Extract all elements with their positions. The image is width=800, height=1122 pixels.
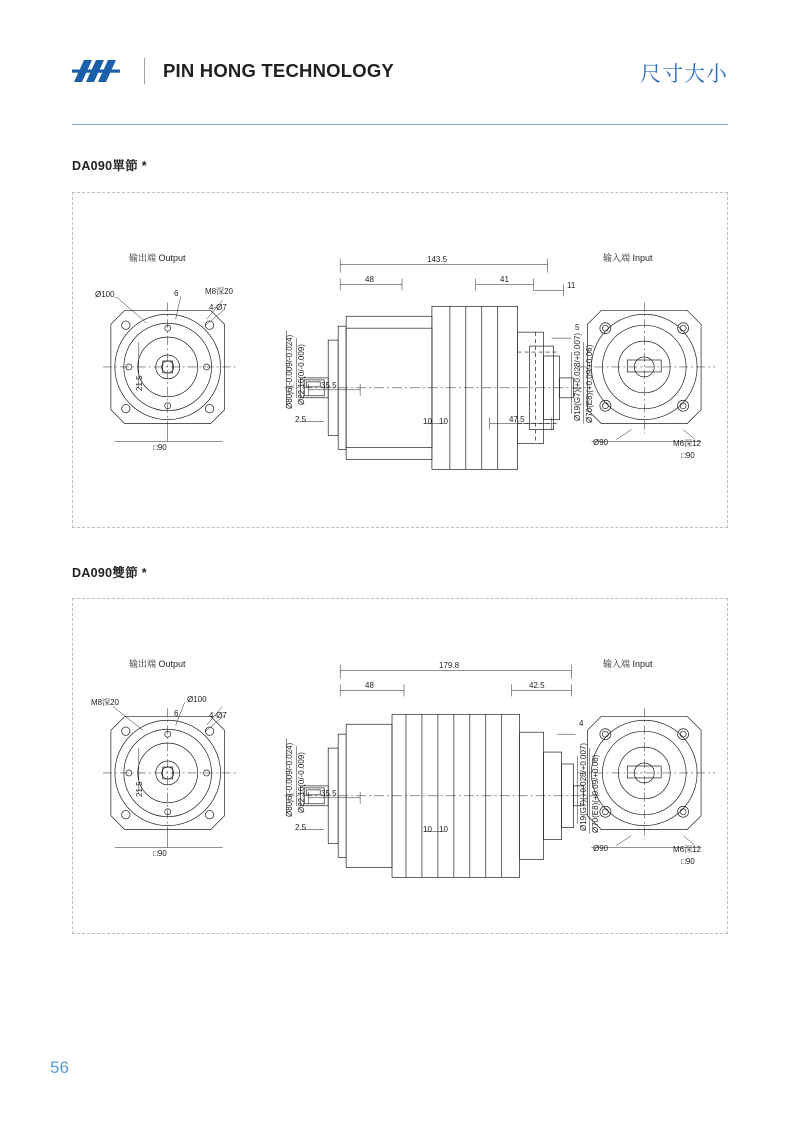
dim-output-d100: Ø100 (95, 290, 115, 299)
output-view-label-single: 输出端 Output (129, 253, 186, 263)
dim2-side-d70e8: Ø70(E8)(+0.09/+0.06) (591, 754, 600, 833)
dim2-output-sq90: □90 (153, 849, 167, 858)
page-header (0, 0, 800, 130)
pht-logo-icon (72, 58, 126, 84)
dim-input-m6: M6深12 (673, 439, 702, 448)
page-number: 56 (50, 1058, 69, 1077)
section-title-da090-double: DA090雙節 * (72, 566, 147, 580)
brand-logo (72, 58, 394, 84)
dim2-output-6: 6 (174, 709, 179, 718)
dim-side-10a: 10 (423, 417, 432, 426)
dim2-side-d22-16: Ø22.16(0/-0.009) (297, 752, 306, 813)
dim2-side-2-5: 2.5 (295, 823, 307, 832)
dim-output-6: 6 (174, 289, 179, 298)
dim-side-35-5: 35.5 (321, 381, 337, 390)
dim2-side-48: 48 (365, 681, 374, 690)
dim-side-48: 48 (365, 275, 374, 284)
dim2-side-10b: 10 (439, 825, 448, 834)
dim-side-d80j6: Ø80j6(-0.009/-0.024) (285, 334, 294, 409)
dim-side-47-5: 47.5 (509, 415, 525, 424)
dim2-input-sq90: □90 (681, 857, 695, 866)
dim-input-d90: Ø90 (593, 438, 609, 447)
page-title: 尺寸大小 (640, 63, 728, 86)
dim2-input-m6: M6深12 (673, 845, 702, 854)
output-view-label-double: 输出端 Output (129, 659, 186, 669)
input-view-label-single: 输入端 Input (603, 253, 653, 263)
dim-side-10b: 10 (439, 417, 448, 426)
technical-drawing-single (73, 193, 727, 527)
dim-side-41: 41 (500, 275, 509, 284)
dim2-output-4xd7: 4-Ø7 (209, 711, 227, 720)
dim-side-d70e8: Ø70(E8)(+0.09/+0.06) (585, 344, 594, 423)
dim-input-sq90: □90 (681, 451, 695, 460)
dim2-side-d80j6: Ø80j6(-0.009/-0.024) (285, 742, 294, 817)
section-title-da090-single: DA090單節 * (72, 159, 147, 173)
dim-output-4xd7: 4-Ø7 (209, 303, 227, 312)
dim-side-11: 11 (567, 281, 576, 290)
dim-output-m8: M8深20 (205, 287, 234, 296)
dim2-side-4: 4 (579, 719, 584, 728)
dim2-side-35-5: 35.5 (321, 789, 337, 798)
brand-name: PIN HONG TECHNOLOGY (163, 60, 394, 81)
dim-side-d22-16: Ø22.16(0/-0.009) (297, 344, 306, 405)
dim-side-5: 5 (575, 323, 580, 332)
drawing-panel-da090-double (72, 598, 728, 934)
dim-output-sq90: □90 (153, 443, 167, 452)
drawing-panel-da090-single (72, 192, 728, 528)
dim2-side-42-5: 42.5 (529, 681, 545, 690)
dim-output-21-5: 21.5 (135, 375, 144, 391)
dim2-input-d90: Ø90 (593, 844, 609, 853)
header-divider (72, 124, 728, 125)
dim-side-2-5: 2.5 (295, 415, 307, 424)
dim2-side-179-8: 179.8 (439, 661, 460, 670)
dim2-output-d100: Ø100 (187, 695, 207, 704)
dim-side-143-5: 143.5 (427, 255, 448, 264)
input-view-label-double: 输入端 Input (603, 659, 653, 669)
dim2-output-m8: M8深20 (91, 698, 120, 707)
dim2-side-d19g7: Ø19(G7)(+0.028/+0.007) (579, 742, 588, 831)
logo-divider (144, 58, 145, 84)
dim2-output-21-5: 21.5 (135, 781, 144, 797)
dim-side-d19g7: Ø19(G7)(+0.028/+0.007) (573, 332, 582, 421)
dim2-side-10a: 10 (423, 825, 432, 834)
technical-drawing-double (73, 599, 727, 933)
